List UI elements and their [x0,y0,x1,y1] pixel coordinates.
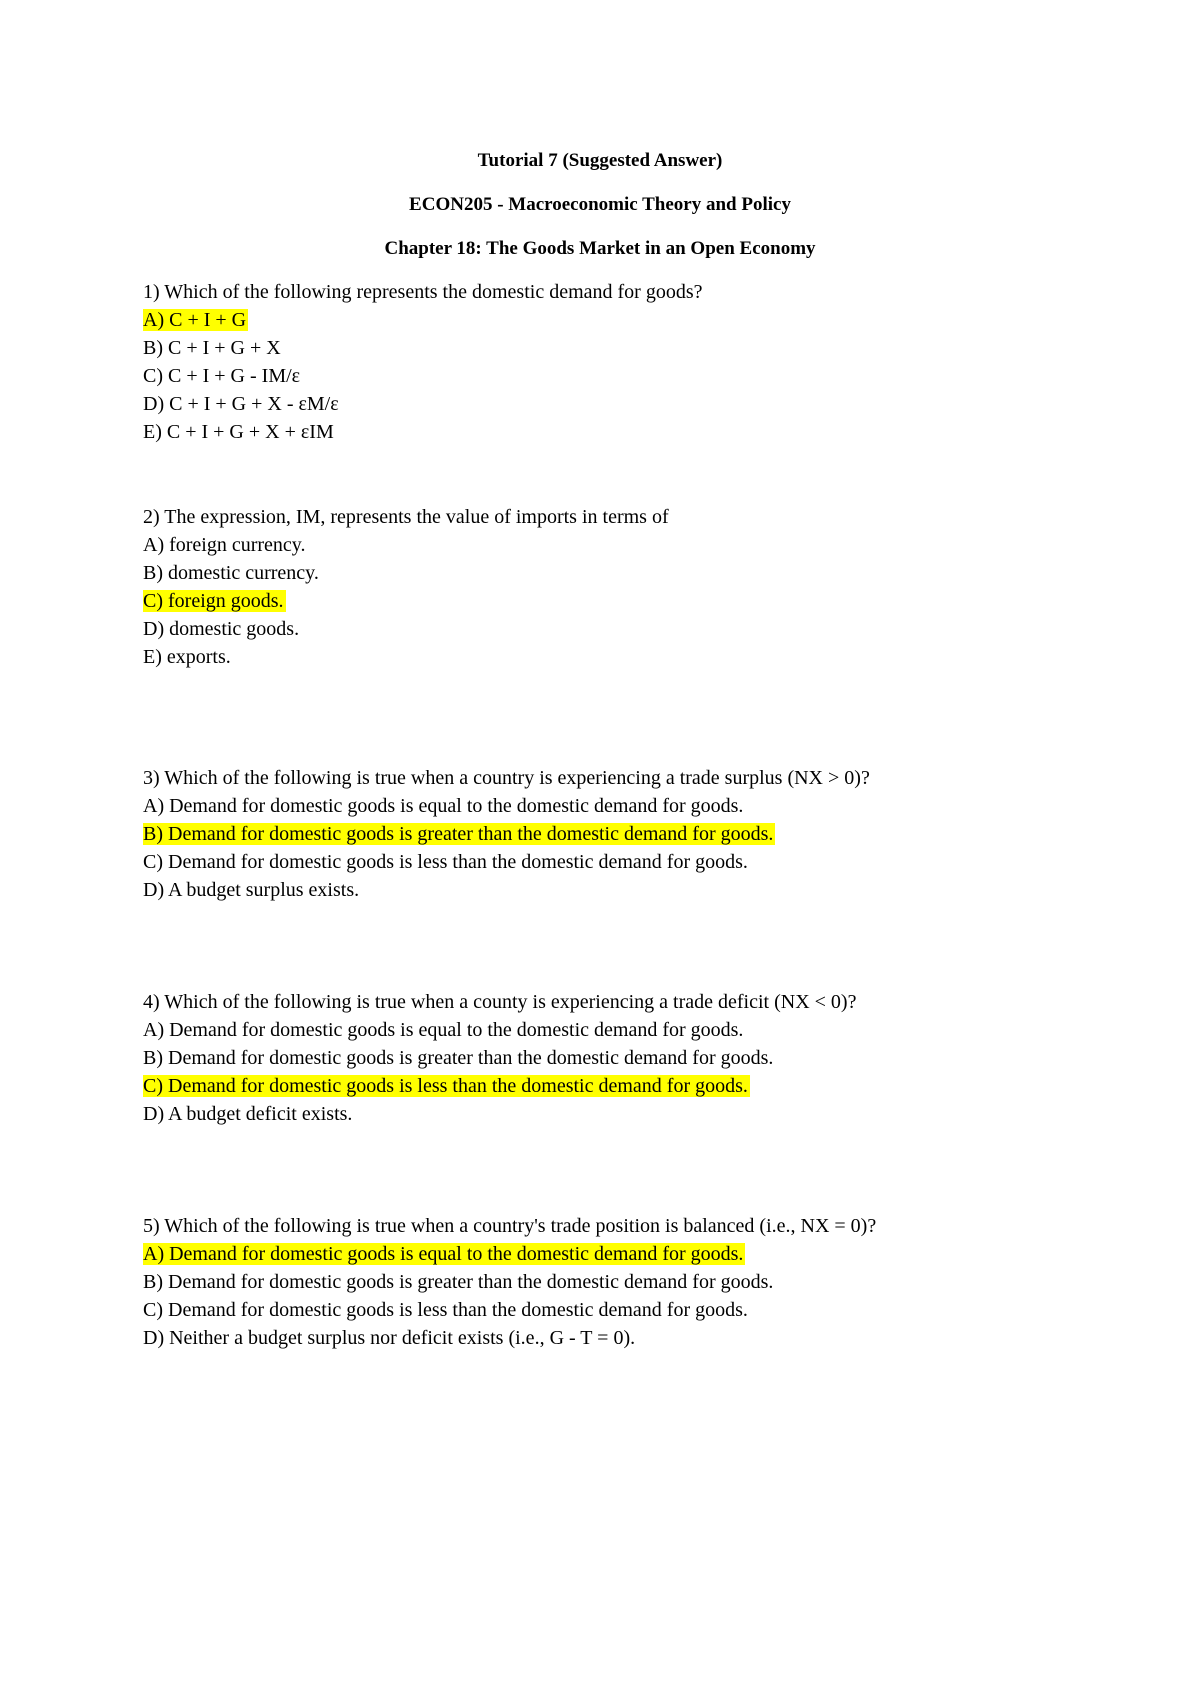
question-1-text: 1) Which of the following represents the domestic demand for goods? [143,281,703,303]
question-2-option-e: E) exports. [143,646,231,668]
correct-answer-highlight: C) Demand for domestic goods is less than the domestic demand for goods. [143,1075,748,1097]
correct-answer-highlight: A) C + I + G [143,309,247,331]
question-3-option-c: C) Demand for domestic goods is less than the domestic demand for goods. [143,851,748,873]
question-1 [143,278,702,446]
question-4-option-a: A) Demand for domestic goods is equal to the domestic demand for goods. [143,1019,744,1041]
question-1-option-c: C) C + I + G - IM/ε [143,365,301,387]
chapter-title: Chapter 18: The Goods Market in an Open Economy [384,238,816,259]
question-5-option-d: D) Neither a budget surplus nor deficit exists (i.e., G - T = 0). [143,1327,636,1349]
question-2-option-c [143,587,669,615]
question-1-option-e: E) C + I + G + X + εIM [143,421,334,443]
correct-answer-highlight: A) Demand for domestic goods is equal to the domestic demand for goods. [143,1243,744,1265]
question-3-option-d: D) A budget surplus exists. [143,879,360,901]
correct-answer-highlight: B) Demand for domestic goods is greater than the domestic demand for goods. [143,823,774,845]
question-1-option-d: D) C + I + G + X - εM/ε [143,393,339,415]
question-3 [143,764,870,904]
question-4-text: 4) Which of the following is true when a county is experiencing a trade deficit (NX < 0)? [143,991,857,1013]
question-5-option-a [143,1240,876,1268]
question-5-text: 5) Which of the following is true when a country's trade position is balanced (i.e., NX = 0)? [143,1215,877,1237]
question-5-option-b: B) Demand for domestic goods is greater than the domestic demand for goods. [143,1271,774,1293]
question-2-text: 2) The expression, IM, represents the value of imports in terms of [143,506,669,528]
question-3-option-a: A) Demand for domestic goods is equal to the domestic demand for goods. [143,795,744,817]
question-5-option-c: C) Demand for domestic goods is less than the domestic demand for goods. [143,1299,748,1321]
question-2-option-d: D) domestic goods. [143,618,300,640]
course-title: ECON205 - Macroeconomic Theory and Policy [409,194,791,215]
question-4 [143,988,856,1128]
question-3-text: 3) Which of the following is true when a country is experiencing a trade surplus (NX > 0)? [143,767,870,789]
question-4-option-b: B) Demand for domestic goods is greater than the domestic demand for goods. [143,1047,774,1069]
question-3-option-b [143,820,870,848]
question-5 [143,1212,876,1352]
question-1-option-b: B) C + I + G + X [143,337,281,359]
question-2 [143,503,669,671]
document-title: Tutorial 7 (Suggested Answer) [477,150,723,171]
correct-answer-highlight: C) foreign goods. [143,590,284,612]
question-1-option-a [143,306,702,334]
question-4-option-d: D) A budget deficit exists. [143,1103,353,1125]
question-2-option-a: A) foreign currency. [143,534,306,556]
question-4-option-c [143,1072,856,1100]
question-2-option-b: B) domestic currency. [143,562,319,584]
